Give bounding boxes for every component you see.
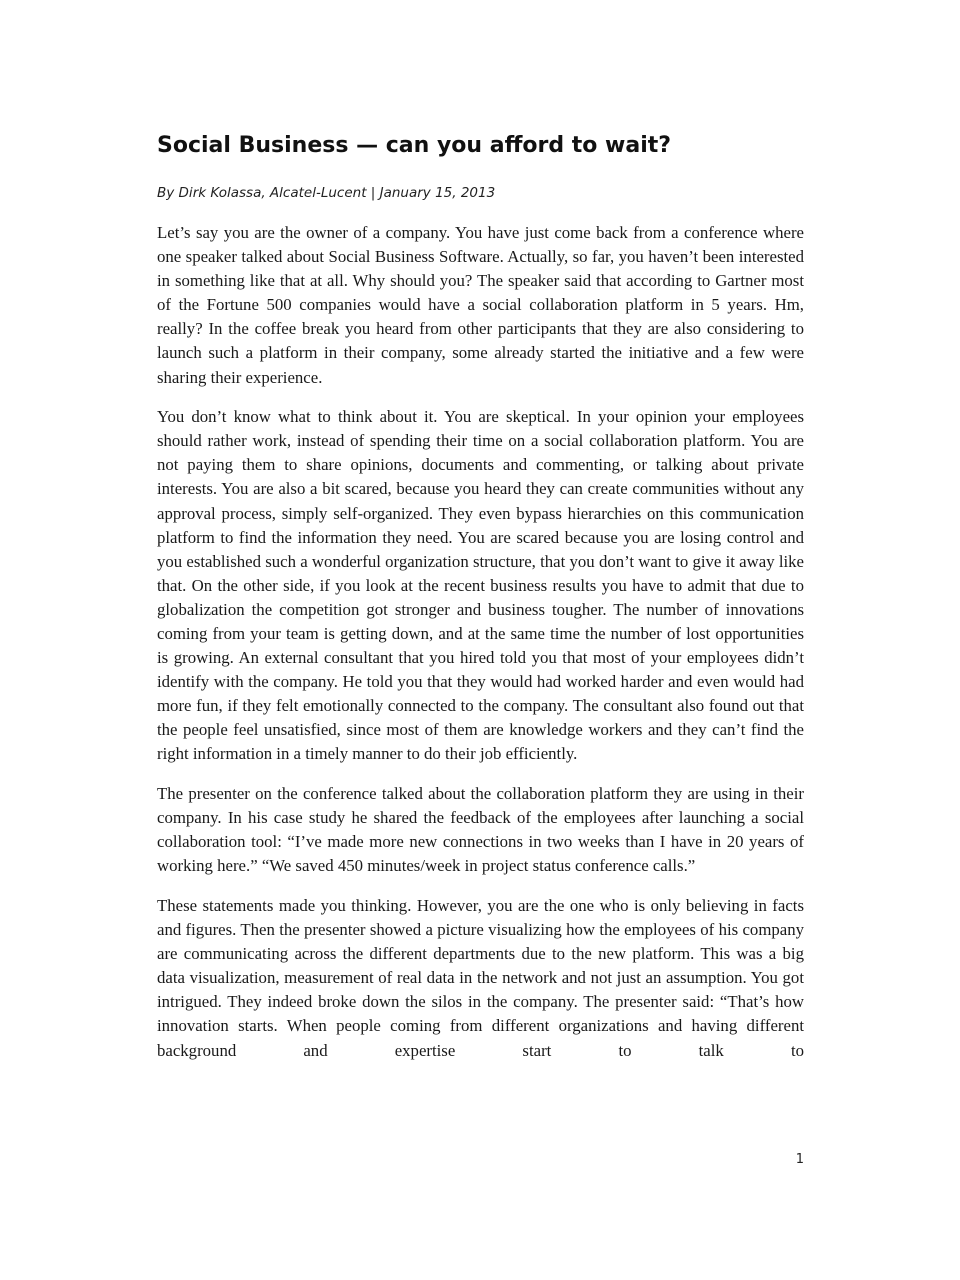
page-number: 1 [795, 1152, 804, 1167]
paragraph: The presenter on the conference talked about the collaboration platform they are using in their company. In his case study he shared the feedback of the employees after launching a social collaboration tool: “I’ve made more new connections in two weeks than I have in 20 years of working here.” “We saved 450 minutes/week in project status conference calls.” [157, 784, 804, 876]
article-byline: By Dirk Kolassa, Alcatel-Lucent | January 15, 2013 [157, 185, 496, 201]
article-body [157, 221, 804, 1078]
paragraph: You don’t know what to think about it. You are skeptical. In your opinion your employees should rather work, instead of spending their time on a social collaboration platform. You are not paying them to share opinions, documents and commenting, or talking about private interests. You are also a bit scared, because you heard they can create communities without any approval process, simply self-organized. They even bypass hierarchies on this communication platform to find the information they need. You are scared because you are losing control and you established such a wonderful organization structure, that you don’t want to give it away like that. On the other side, if you look at the recent business results you have to admit that due to globalization the competition got stronger and business tougher. The number of innovations coming from your team is getting down, and at the same time the number of lost opportunities is growing. An external consultant that you hired told you that most of your employees didn’t identify with the company. He told you that they would had worked harder and even would had more fun, if they felt emotionally connected to the company. The consultant also found out that the people feel unsatisfied, since most of them are knowledge workers and they can’t find the right information in a timely manner to do their job efficiently. [157, 407, 804, 764]
paragraph: Let’s say you are the owner of a company. You have just come back from a conference where one speaker talked about Social Business Software. Actually, so far, you haven’t been interested in something like that at all. Why should you? The speaker said that according to Gartner most of the Fortune 500 companies would have a social collaboration platform in 5 years. Hm, really? In the coffee break you heard from other participants that they are also considering to launch such a platform in their company, some already started the initiative and a few were sharing their experience. [157, 223, 804, 387]
article-title: Social Business — can you afford to wait? [157, 133, 672, 158]
paragraph: These statements made you thinking. However, you are the one who is only believing in facts and figures. Then the presenter showed a picture visualizing how the employees of his company are communicating across the different departments due to the new platform. This was a big data visualization, measurement of real data in the network and not just an assumption. You got intrigued. They indeed broke down the silos in the company. The presenter said: “That’s how innovation starts. When people coming from different organizations and having different background and expertise start to talk to [157, 895, 804, 1060]
